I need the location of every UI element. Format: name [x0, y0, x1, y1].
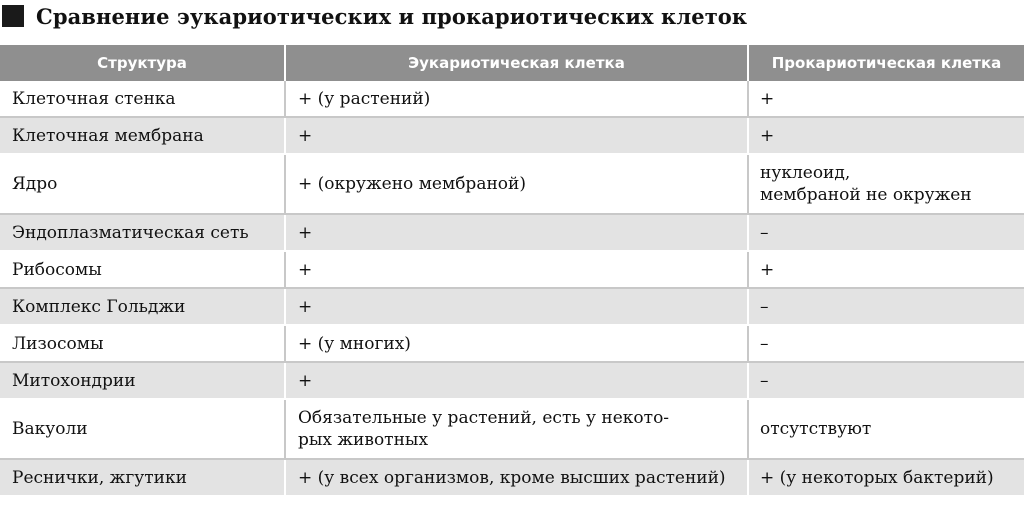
table-row	[0, 288, 1024, 325]
table-row	[0, 251, 1024, 288]
cell-structure: Ядро	[0, 154, 285, 214]
cell-structure: Комплекс Гольджи	[0, 288, 285, 325]
cell-structure: Митохондрии	[0, 362, 285, 399]
cell-prokaryotic: +	[748, 117, 1024, 154]
cell-eukaryotic: + (у всех организмов, кроме высших растений)	[285, 459, 748, 496]
table-header-row	[0, 45, 1024, 81]
cell-prokaryotic: нуклеоид, мембраной не окружен	[748, 154, 1024, 214]
column-header-prokaryotic: Прокариотическая клетка	[748, 45, 1024, 81]
table-row	[0, 325, 1024, 362]
page-title: Сравнение эукариотических и прокариотических клеток	[36, 3, 748, 29]
table-row	[0, 459, 1024, 496]
cell-structure: Эндоплазматическая сеть	[0, 214, 285, 251]
title-row	[0, 0, 1024, 32]
cell-structure: Клеточная стенка	[0, 81, 285, 117]
cell-structure: Рибосомы	[0, 251, 285, 288]
column-header-structure: Структура	[0, 45, 285, 81]
square-bullet-icon	[2, 5, 24, 27]
cell-eukaryotic: +	[285, 251, 748, 288]
cell-eukaryotic: +	[285, 362, 748, 399]
comparison-table	[0, 45, 1024, 497]
cell-eukaryotic: + (у многих)	[285, 325, 748, 362]
cell-prokaryotic: –	[748, 288, 1024, 325]
column-header-eukaryotic: Эукариотическая клетка	[285, 45, 748, 81]
cell-eukaryotic: + (у растений)	[285, 81, 748, 117]
cell-eukaryotic: +	[285, 117, 748, 154]
cell-prokaryotic: + (у некоторых бактерий)	[748, 459, 1024, 496]
table-row	[0, 154, 1024, 214]
cell-prokaryotic: –	[748, 362, 1024, 399]
cell-eukaryotic: +	[285, 214, 748, 251]
table-row	[0, 362, 1024, 399]
table-row	[0, 117, 1024, 154]
cell-eukaryotic: Обязательные у растений, есть у некото- рых животных	[285, 399, 748, 459]
cell-structure: Лизосомы	[0, 325, 285, 362]
table-row	[0, 399, 1024, 459]
cell-eukaryotic: + (окружено мембраной)	[285, 154, 748, 214]
cell-prokaryotic: отсутствуют	[748, 399, 1024, 459]
table-row	[0, 81, 1024, 117]
cell-structure: Вакуоли	[0, 399, 285, 459]
cell-prokaryotic: +	[748, 251, 1024, 288]
cell-prokaryotic: –	[748, 214, 1024, 251]
cell-prokaryotic: –	[748, 325, 1024, 362]
cell-structure: Реснички, жгутики	[0, 459, 285, 496]
table-row	[0, 214, 1024, 251]
cell-prokaryotic: +	[748, 81, 1024, 117]
cell-eukaryotic: +	[285, 288, 748, 325]
cell-structure: Клеточная мембрана	[0, 117, 285, 154]
